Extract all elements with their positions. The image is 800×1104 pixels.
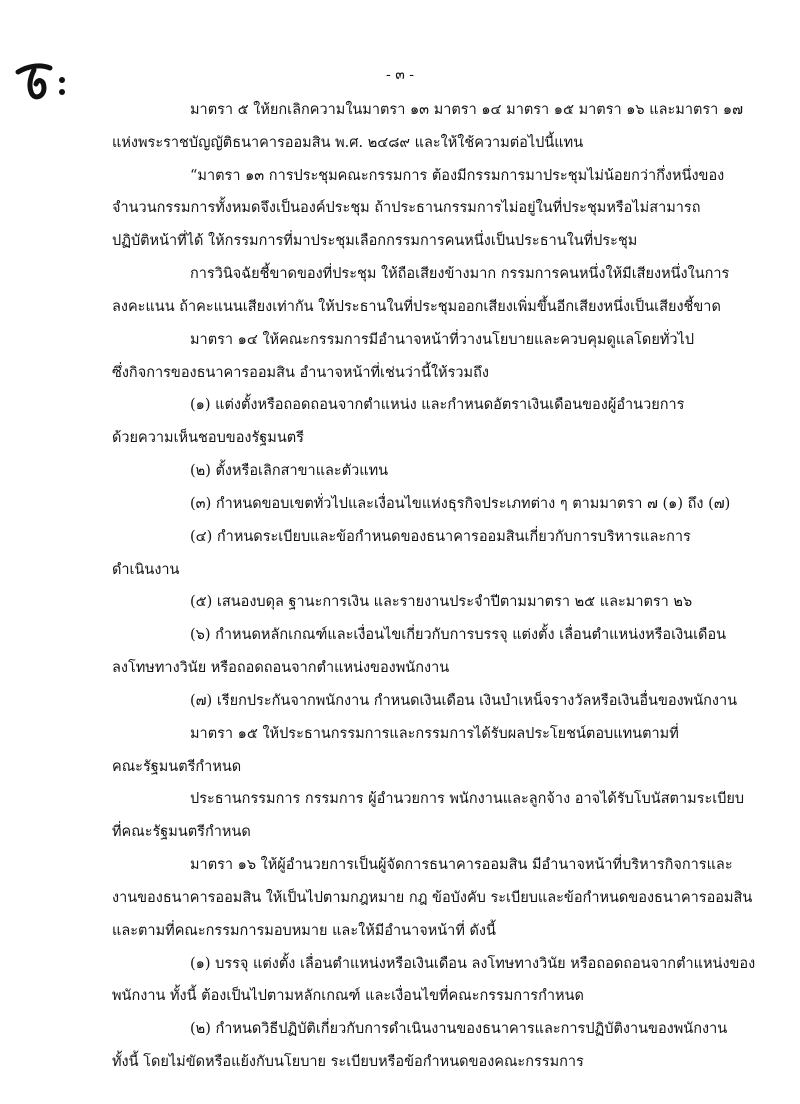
- text-line: มาตรา ๑๔ ให้คณะกรรมการมีอำนาจหน้าที่วางนโยบายและควบคุมดูแลโดยทั่วไป: [190, 332, 695, 348]
- text-line: (๗) เรียกประกันจากพนักงาน กำหนดเงินเดือน เงินบำเหน็จรางวัลหรือเงินอื่นของพนักงาน: [190, 693, 738, 709]
- text-line: (๓) กำหนดขอบเขตทั่วไปและเงื่อนไขแห่งธุรกิจประเภทต่าง ๆ ตามมาตรา ๗ (๑) ถึง (๗): [190, 496, 731, 512]
- text-line: ที่คณะรัฐมนตรีกำหนด: [112, 824, 251, 840]
- text-line: (๑) บรรจุ แต่งตั้ง เลื่อนตำแหน่งหรือเงินเดือน ลงโทษทางวินัย หรือถอดถอนจากตำแหน่งของ: [190, 956, 756, 972]
- text-line: (๒) กำหนดวิธีปฏิบัติเกี่ยวกับการดำเนินงานของธนาคารและการปฏิบัติงานของพนักงาน: [190, 1021, 728, 1037]
- text-line: พนักงาน ทั้งนี้ ต้องเป็นไปตามหลักเกณฑ์ และเงื่อนไขที่คณะกรรมการกำหนด: [112, 988, 584, 1004]
- text-line: แห่งพระราชบัญญัติธนาคารออมสิน พ.ศ. ๒๔๘๙ และให้ใช้ความต่อไปนี้แทน: [112, 135, 584, 151]
- text-line: (๖) กำหนดหลักเกณฑ์และเงื่อนไขเกี่ยวกับการบรรจุ แต่งตั้ง เลื่อนตำแหน่งหรือเงินเดือน: [190, 627, 727, 643]
- text-line: (๔) กำหนดระเบียบและข้อกำหนดของธนาคารออมสินเกี่ยวกับการบริหารและการ: [190, 529, 691, 545]
- text-line: ประธานกรรมการ กรรมการ ผู้อำนวยการ พนักงานและลูกจ้าง อาจได้รับโบนัสตามระเบียบ: [190, 791, 745, 807]
- text-line: คณะรัฐมนตรีกำหนด: [112, 759, 242, 775]
- text-line: ดำเนินงาน: [112, 562, 180, 578]
- text-line: ด้วยความเห็นชอบของรัฐมนตรี: [112, 430, 304, 446]
- text-line: มาตรา ๑๕ ให้ประธานกรรมการและกรรมการได้รับผลประโยชน์ตอบแทนตามที่: [190, 726, 679, 742]
- text-line: จำนวนกรรมการทั้งหมดจึงเป็นองค์ประชุม ถ้าประธานกรรมการไม่อยู่ในที่ประชุมหรือไม่สามารถ: [112, 200, 701, 216]
- text-line: ซึ่งกิจการของธนาคารออมสิน อำนาจหน้าที่เช่นว่านี้ให้รวมถึง: [112, 365, 489, 381]
- text-line: งานของธนาคารออมสิน ให้เป็นไปตามกฎหมาย กฎ ข้อบังคับ ระเบียบและข้อกำหนดของธนาคารออมสิน: [112, 890, 753, 906]
- text-line: ปฏิบัติหน้าที่ได้ ให้กรรมการที่มาประชุมเลือกกรรมการคนหนึ่งเป็นประธานในที่ประชุม: [112, 233, 638, 249]
- text-line: (๑) แต่งตั้งหรือถอดถอนจากตำแหน่ง และกำหนดอัตราเงินเดือนของผู้อำนวยการ: [190, 397, 685, 413]
- text-line: การวินิจฉัยชี้ขาดของที่ประชุม ให้ถือเสียงข้างมาก กรรมการคนหนึ่งให้มีเสียงหนึ่งในการ: [190, 266, 730, 282]
- text-line: ลงคะแนน ถ้าคะแนนเสียงเท่ากัน ให้ประธานในที่ประชุมออกเสียงเพิ่มขึ้นอีกเสียงหนึ่งเป็นเสียงชี้ขาด: [112, 299, 721, 315]
- text-line: (๕) เสนองบดุล ฐานะการเงิน และรายงานประจำปีตามมาตรา ๒๕ และมาตรา ๒๖: [190, 594, 693, 610]
- text-line: (๒) ตั้งหรือเลิกสาขาและตัวแทน: [190, 463, 389, 479]
- page-number: - ๓ -: [386, 67, 414, 83]
- text-line: มาตรา ๑๖ ให้ผู้อำนวยการเป็นผู้จัดการธนาคารออมสิน มีอำนาจหน้าที่บริหารกิจการและ: [190, 857, 733, 873]
- text-line: ลงโทษทางวินัย หรือถอดถอนจากตำแหน่งของพนักงาน: [112, 660, 450, 676]
- text-line: ทั้งนี้ โดยไม่ขัดหรือแย้งกับนโยบาย ระเบียบหรือข้อกำหนดของคณะกรรมการ: [112, 1054, 584, 1070]
- handwritten-mark-icon: [14, 58, 74, 102]
- text-line: มาตรา ๕ ให้ยกเลิกความในมาตรา ๑๓ มาตรา ๑๔ มาตรา ๑๕ มาตรา ๑๖ และมาตรา ๑๗: [190, 102, 744, 118]
- text-line: “มาตรา ๑๓ การประชุมคณะกรรมการ ต้องมีกรรมการมาประชุมไม่น้อยกว่ากึ่งหนึ่งของ: [190, 168, 725, 184]
- text-line: และตามที่คณะกรรมการมอบหมาย และให้มีอำนาจหน้าที่ ดังนี้: [112, 923, 496, 939]
